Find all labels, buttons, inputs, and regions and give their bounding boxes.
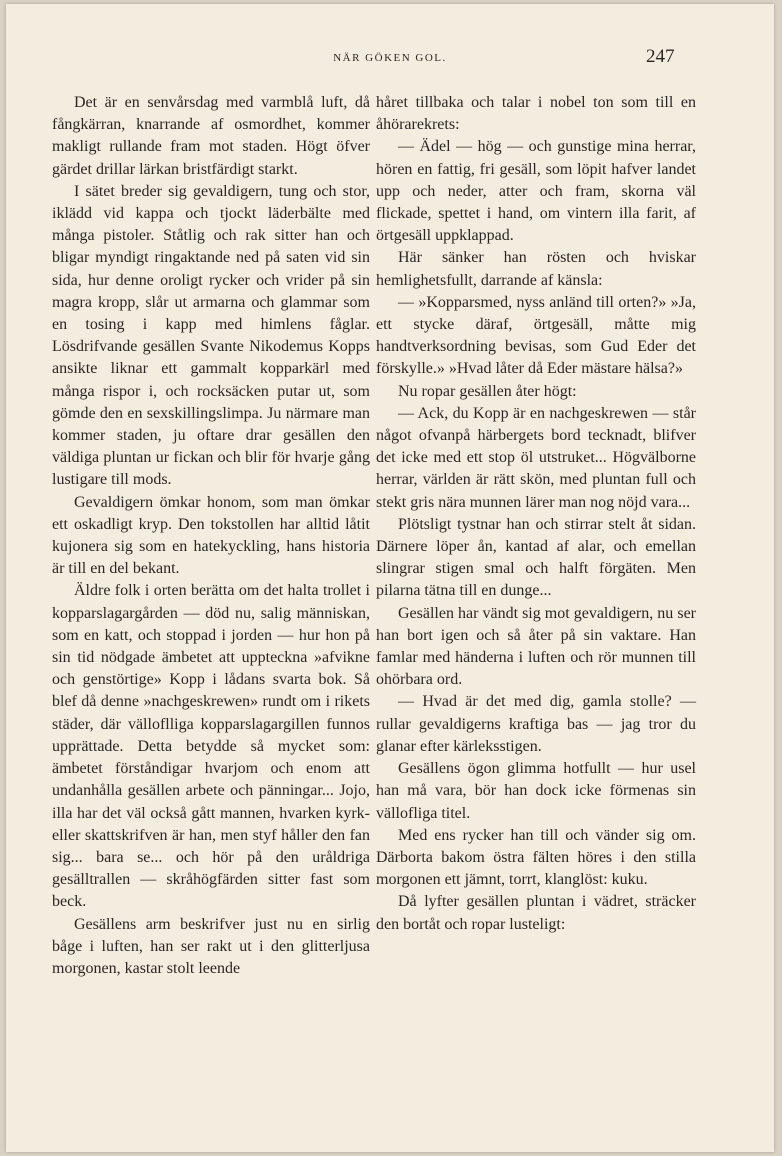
paragraph: Äldre folk i orten berätta om det halta trollet i kopparslagargården — död nu, salig människan, som en katt, och stoppad i jorden — hur hon på sin tid nödgade ämbetet att uppteckna »afvikne och genstörtige» Kopp i lådans svarta bok. Så blef då denne »nachgeskrewen» rundt om i rikets städer, där välloflliga kopparslagargillen funnos upprättade. Detta betydde så mycket som: ämbetet förståndigar hvarjom och enom att undanhålla gesällen arbete och pänningar... Jojo, illa har det väl också gått mannen, hvarken kyrk- eller skattskrifven är han, men styf håller den fan sig... bara se... och hör på den uråldriga gesälltrallen — skråhögfärden sitter fast som beck.: [52, 582, 370, 911]
paragraph: Gesällens ögon glimma hotfullt — hur usel han må vara, bör han dock icke förmenas sin vällofliga titel.: [376, 760, 696, 822]
left-column: [52, 92, 370, 980]
running-title: NÄR GÖKEN GOL.: [333, 52, 447, 64]
paragraph: — »Kopparsmed, nyss anländ till orten?» »Ja, ett stycke däraf, örtgesäll, måtte mig handtverksordning bevisas, som Gud Eder det förskylle.» »Hvad låter då Eder mästare hälsa?»: [376, 293, 696, 378]
paragraph: — Ädel — hög — och gunstige mina herrar, hören en fattig, fri gesäll, som löpit hafver landet upp och neder, atter och fram, skorna väl flickade, spettet i hand, om vintern illa farit, af örtgesäll uppklappad.: [376, 138, 696, 245]
paragraph: Plötsligt tystnar han och stirrar stelt åt sidan. Därnere löper ån, kantad af alar, och emellan slingrar stigen smal och halft förgäten. Men pilarna tätna till en dunge...: [376, 515, 696, 600]
paragraph: Det är en senvårsdag med varmblå luft, då fångkärran, knarrande af osmordhet, kommer makligt rullande fram mot staden. Högt öfver gärdet drillar lärkan bristfärdigt starkt.: [52, 94, 370, 178]
page-number: 247: [646, 46, 675, 67]
paragraph: I sätet breder sig gevaldigern, tung och stor, iklädd vid kappa och tjockt läderbälte med många pistoler. Ståtlig och rak sitter han och bligar myndigt ringaktande ned på saten vid sin sida, hur denne oroligt rycker och vrider på sin magra kropp, slår ut armarna och glammar som en tosing i kapp med himlens fåglar. Lösdrifvande gesällen Svante Nikodemus Kopps ansikte liknar ett gammalt kopparkärl med många rispor i, och rocksäcken putar ut, som gömde den en sexskillingslimpa. Ju närmare man kommer staden, ju oftare drar gesällen den väldiga pluntan ur fickan och blir för hvarje gång lustigare till mods.: [52, 182, 370, 489]
paragraph: Här sänker han rösten och hviskar hemlighetsfullt, darrande af känsla:: [376, 249, 696, 289]
paragraph: Då lyfter gesällen pluntan i vädret, sträcker den bortåt och ropar lusteligt:: [376, 893, 696, 933]
right-column: [376, 92, 696, 936]
paragraph: Gesällens arm beskrifver just nu en sirlig båge i luften, han ser rakt ut i den glitterljusa morgonen, kastar stolt leende: [52, 915, 370, 977]
book-page: [6, 4, 774, 1152]
paragraph: — Ack, du Kopp är en nachgeskrewen — står något ofvanpå härbergets bord tecknadt, blifver det icke med ett stop öl utstruket... Högvälborne herrar, världen är rätt skön, med pluntan full och stekt gris nära munnen lärer man nog nöjd vara...: [376, 404, 696, 511]
paragraph: Gevaldigern ömkar honom, som man ömkar ett oskadligt kryp. Den tokstollen har alltid låtit kujonera sig som en hatekyckling, hans historia är till en del bekant.: [52, 493, 370, 578]
paragraph: — Hvad är det med dig, gamla stolle? — rullar gevaldigerns kraftiga bas — jag tror du glanar efter kärleksstigen.: [376, 693, 696, 755]
paragraph: Nu ropar gesällen åter högt:: [398, 382, 577, 400]
paragraph: Gesällen har vändt sig mot gevaldigern, nu ser han bort igen och så åter på sin vaktare. Han famlar med händerna i luften och rör munnen till ohörbara ord.: [376, 604, 696, 689]
paragraph: håret tillbaka och talar i nobel ton som till en åhörarekrets:: [376, 94, 696, 134]
paragraph: Med ens rycker han till och vänder sig om. Därborta bakom östra fälten höres i den stilla morgonen ett jämnt, torrt, klanglöst: kuku.: [376, 826, 696, 889]
